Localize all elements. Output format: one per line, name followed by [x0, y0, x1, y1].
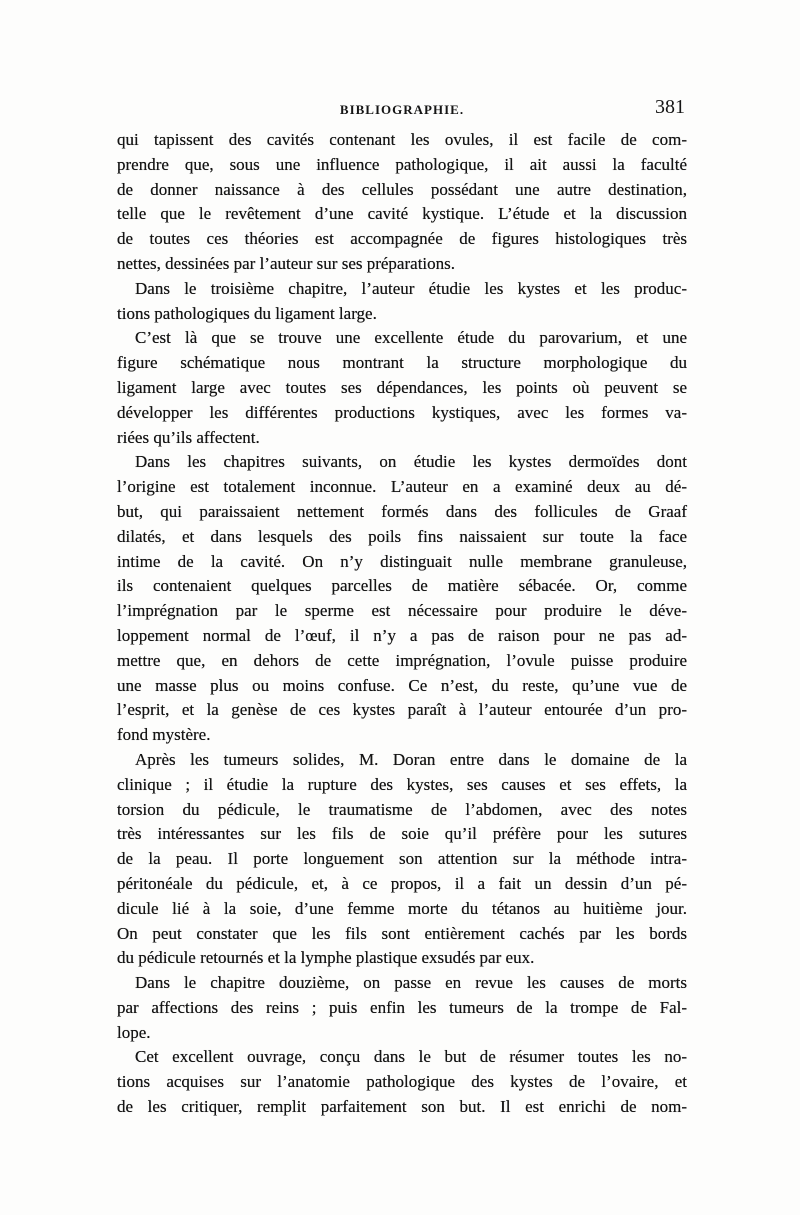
text-line: Dans le troisième chapitre, l’auteur étudie les kystes et les produc-: [135, 278, 687, 298]
text-line: Dans les chapitres suivants, on étudie les kystes dermoïdes dont: [135, 452, 687, 472]
text-line: tions pathologiques du ligament large.: [117, 303, 377, 323]
text-line: On peut constater que les fils sont entièrement cachés par les bords: [117, 923, 687, 943]
running-title: BIBLIOGRAPHIE.: [339, 102, 465, 117]
page-number: 381: [655, 96, 685, 118]
text-line: but, qui paraissaient nettement formés dans des follicules de Graaf: [117, 501, 687, 521]
text-line: riées qu’ils affectent.: [117, 427, 260, 447]
paragraph: [117, 128, 687, 277]
text-line: de les critiquer, remplit parfaitement son but. Il est enrichi de nom-: [117, 1097, 687, 1117]
text-line: ils contenaient quelques parcelles de matière sébacée. Or, comme: [117, 576, 687, 596]
text-line: C’est là que se trouve une excellente étude du parovarium, et une: [135, 328, 687, 348]
body-text: [117, 128, 687, 1120]
text-line: tions acquises sur l’anatomie pathologique des kystes de l’ovaire, et: [117, 1072, 687, 1092]
paragraph: [117, 277, 687, 327]
text-line: telle que le revêtement d’une cavité kystique. L’étude et la discussion: [117, 204, 687, 224]
text-line: intime de la cavité. On n’y distinguait nulle membrane granuleuse,: [117, 551, 687, 571]
text-line: développer les différentes productions kystiques, avec les formes va-: [117, 402, 687, 422]
text-line: péritonéale du pédicule, et, à ce propos, il a fait un dessin d’un pé-: [117, 873, 687, 893]
text-line: l’imprégnation par le sperme est nécessaire pour produire le déve-: [117, 601, 687, 621]
text-line: dicule lié à la soie, d’une femme morte du tétanos au huitième jour.: [117, 898, 687, 918]
paragraph: [117, 1045, 687, 1119]
text-line: fond mystère.: [117, 725, 211, 745]
text-line: torsion du pédicule, le traumatisme de l’abdomen, avec des notes: [117, 799, 687, 819]
text-line: Dans le chapitre douzième, on passe en revue les causes de morts: [135, 973, 687, 993]
paragraph: [117, 748, 687, 971]
text-line: Après les tumeurs solides, M. Doran entre dans le domaine de la: [135, 749, 687, 769]
text-line: lope.: [117, 1022, 151, 1042]
paragraph: [117, 450, 687, 748]
text-line: par affections des reins ; puis enfin les tumeurs de la trompe de Fal-: [117, 997, 687, 1017]
paragraph: [117, 971, 687, 1045]
text-line: loppement normal de l’œuf, il n’y a pas de raison pour ne pas ad-: [117, 625, 687, 645]
text-line: de la peau. Il porte longuement son attention sur la méthode intra-: [117, 849, 687, 869]
text-line: ligament large avec toutes ses dépendances, les points où peuvent se: [117, 377, 687, 397]
text-line: de donner naissance à des cellules possédant une autre destination,: [117, 179, 687, 199]
text-line: l’esprit, et la genèse de ces kystes paraît à l’auteur entourée d’un pro-: [117, 700, 687, 720]
text-line: nettes, dessinées par l’auteur sur ses préparations.: [117, 253, 455, 273]
text-line: dilatés, et dans lesquels des poils fins naissaient sur toute la face: [117, 526, 687, 546]
paragraph: [117, 326, 687, 450]
text-line: du pédicule retournés et la lymphe plastique exsudés par eux.: [117, 948, 535, 968]
text-line: mettre que, en dehors de cette imprégnation, l’ovule puisse produire: [117, 650, 687, 670]
text-line: figure schématique nous montrant la structure morphologique du: [117, 353, 687, 373]
text-line: qui tapissent des cavités contenant les ovules, il est facile de com-: [117, 130, 687, 149]
text-line: clinique ; il étudie la rupture des kystes, ses causes et ses effets, la: [117, 774, 687, 794]
text-line: une masse plus ou moins confuse. Ce n’est, du reste, qu’une vue de: [117, 675, 687, 695]
page-header: [117, 96, 687, 122]
text-line: Cet excellent ouvrage, conçu dans le but de résumer toutes les no-: [135, 1047, 687, 1067]
text-line: très intéressantes sur les fils de soie qu’il préfère pour les sutures: [117, 824, 687, 844]
text-line: de toutes ces théories est accompagnée de figures histologiques très: [117, 229, 687, 249]
text-line: prendre que, sous une influence pathologique, il ait aussi la faculté: [117, 154, 687, 174]
text-line: l’origine est totalement inconnue. L’auteur en a examiné deux au dé-: [117, 477, 687, 497]
